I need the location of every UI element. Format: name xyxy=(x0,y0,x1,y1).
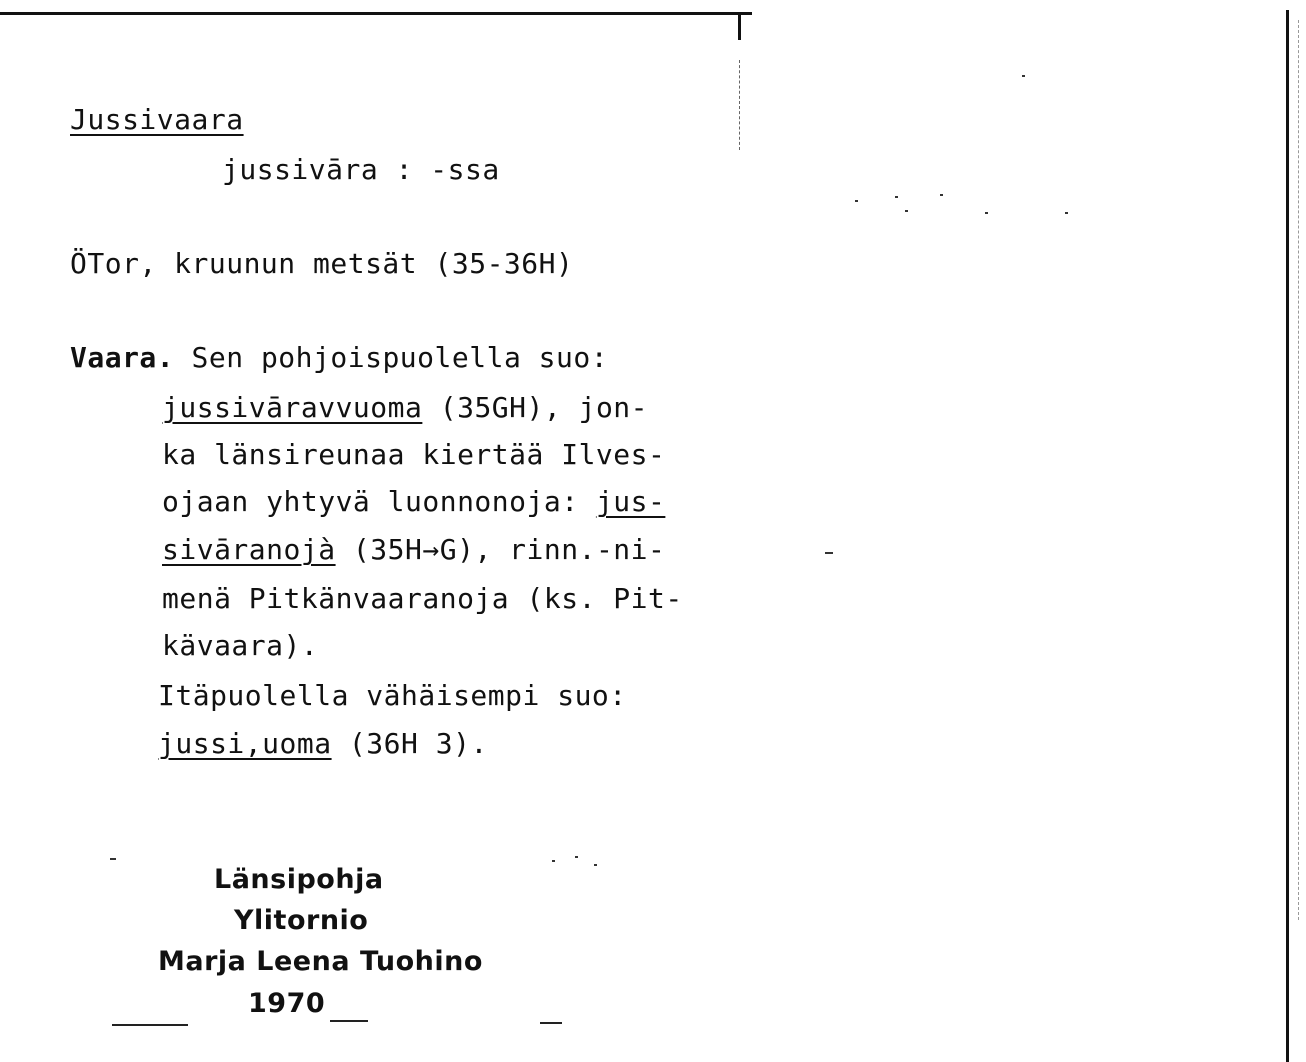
body-text: (36H 3). xyxy=(331,727,488,760)
scan-dash xyxy=(330,1020,368,1022)
place-name: jussi,uoma xyxy=(158,727,332,760)
body-line-8: Itäpuolella vähäisempi suo: xyxy=(158,679,627,712)
stamp-parish: Ylitornio xyxy=(234,905,369,936)
stamp-region: Länsipohja xyxy=(214,864,384,895)
card-edge-shadow xyxy=(1298,20,1299,920)
place-name: jussivāravvuoma xyxy=(162,391,423,424)
stamp-collector: Marja Leena Tuohino xyxy=(158,946,483,977)
scan-speck xyxy=(985,212,988,214)
body-text: Sen pohjoispuolella suo: xyxy=(174,341,609,374)
scan-dash xyxy=(112,1024,188,1026)
phonetic-form xyxy=(222,153,500,186)
place-name: jus- xyxy=(595,485,666,518)
feature-type: Vaara. xyxy=(70,341,175,374)
fold-line xyxy=(739,60,740,150)
form-word: jussivāra xyxy=(222,153,379,186)
body-line-2 xyxy=(162,391,649,424)
body-line-6: menä Pitkänvaaranoja (ks. Pit- xyxy=(162,582,683,615)
card-edge xyxy=(1286,10,1289,1062)
body-line-5 xyxy=(162,533,666,566)
scan-speck xyxy=(110,858,116,860)
location-line: ÖTor, kruunun metsät (35-36H) xyxy=(70,247,574,280)
place-name: sivāranojà xyxy=(162,533,336,566)
form-suffix: : -ssa xyxy=(378,153,500,186)
scan-speck xyxy=(1065,212,1068,214)
body-text: (35H→G), rinn.-ni- xyxy=(335,533,666,566)
body-line-9 xyxy=(158,727,488,760)
scan-speck xyxy=(552,860,555,862)
body-line-7: kävaara). xyxy=(162,629,319,662)
scan-speck xyxy=(594,864,597,866)
card-heading: Jussivaara xyxy=(70,103,244,136)
body-text: (35GH), jon- xyxy=(422,391,649,424)
scan-speck xyxy=(825,552,833,554)
scan-dash xyxy=(540,1022,562,1024)
stamp-year: 1970 xyxy=(248,988,326,1019)
scan-speck xyxy=(575,856,578,858)
scan-speck xyxy=(940,194,943,196)
top-rule-tick xyxy=(738,12,741,40)
body-text: ojaan yhtyvä luonnonoja: xyxy=(162,485,596,518)
top-rule xyxy=(0,12,752,15)
scan-speck xyxy=(895,196,898,198)
body-line-3: ka länsireunaa kiertää Ilves- xyxy=(162,438,666,471)
scan-speck xyxy=(855,200,858,202)
body-line-4 xyxy=(162,485,666,518)
scan-speck xyxy=(1022,75,1025,77)
body-line-1 xyxy=(70,341,609,374)
scan-speck xyxy=(905,210,908,212)
